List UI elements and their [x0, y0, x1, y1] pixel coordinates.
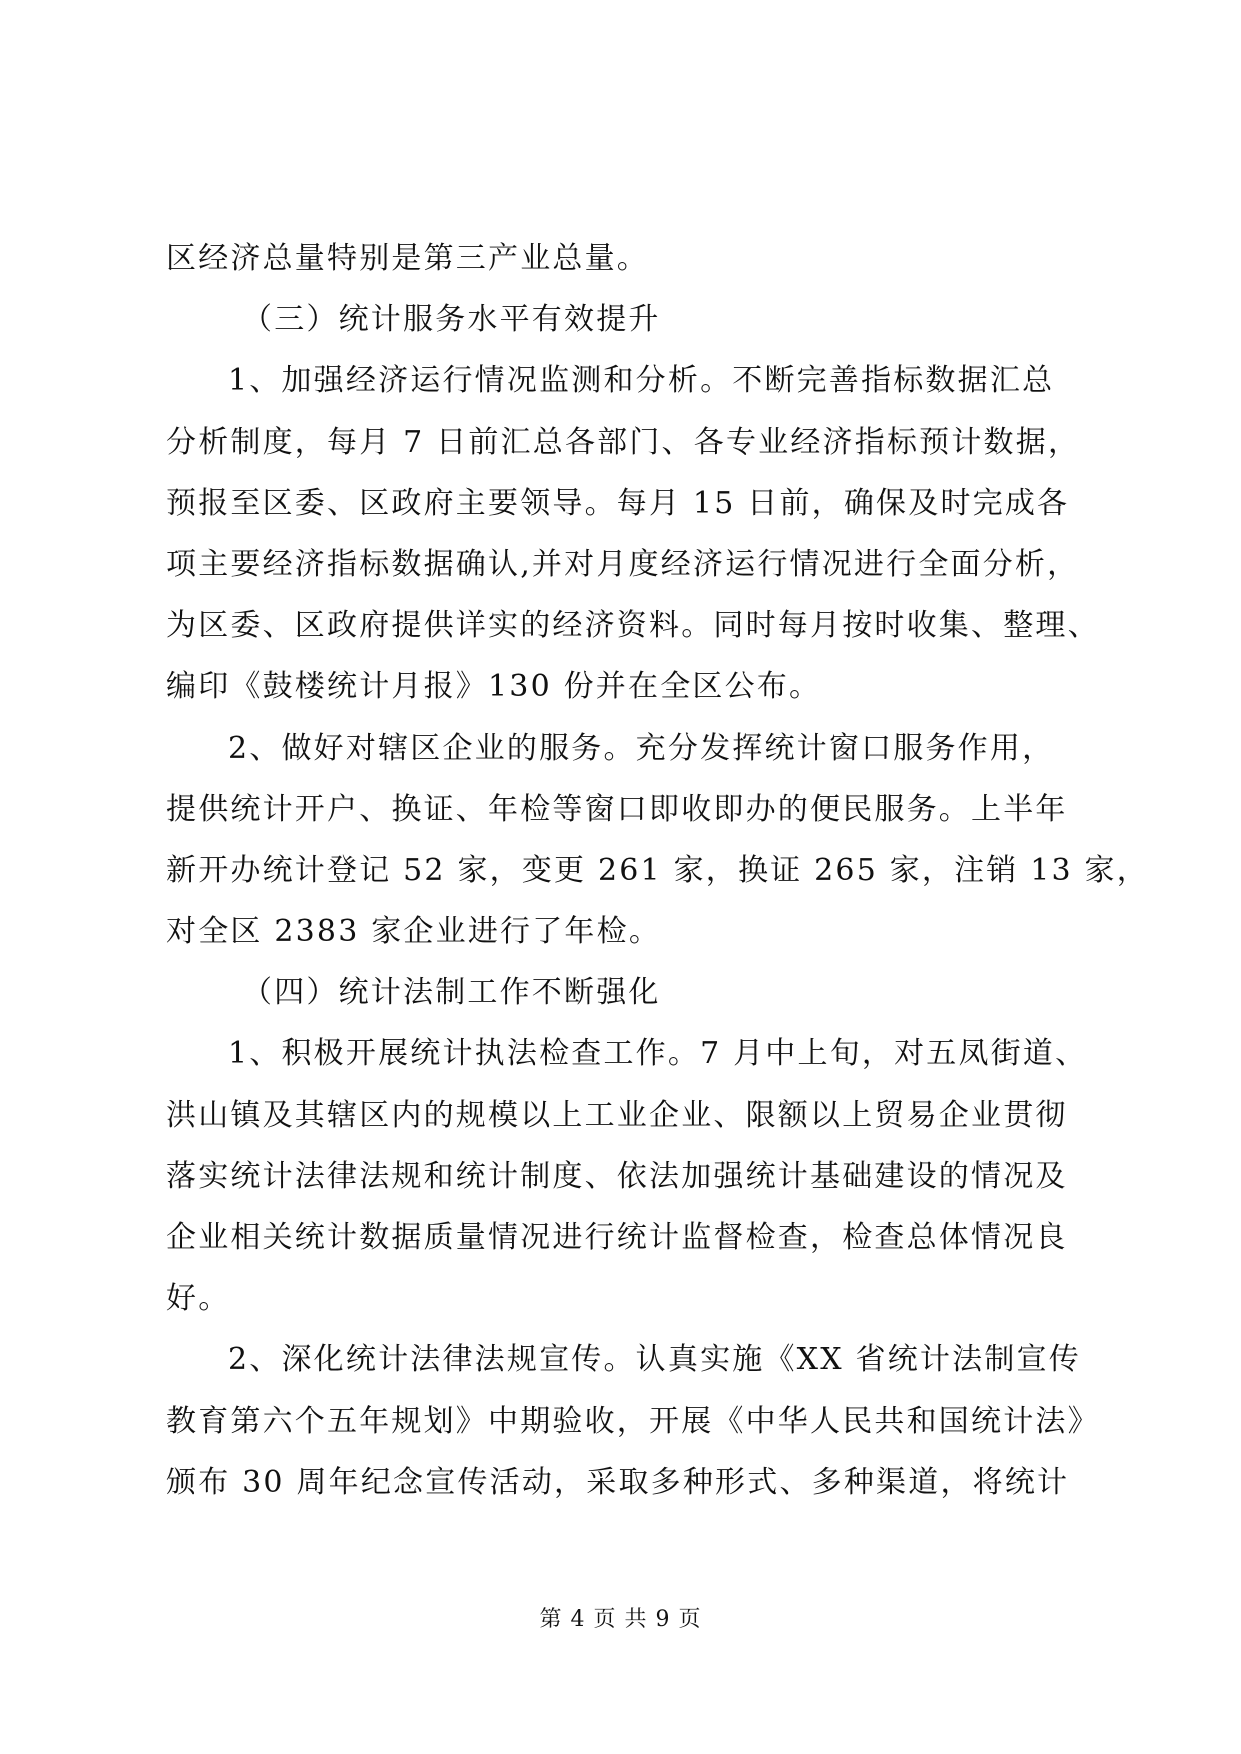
document-body — [166, 228, 1149, 1513]
text-line: 1、加强经济运行情况监测和分析。不断完善指标数据汇总 — [228, 363, 1055, 399]
text-line: 洪山镇及其辖区内的规模以上工业企业、限额以上贸易企业贯彻 — [166, 1097, 1068, 1133]
text-line: 新开办统计登记 52 家，变更 261 家，换证 265 家，注销 13 家， — [166, 852, 1149, 888]
text-line: 项主要经济指标数据确认,并对月度经济运行情况进行全面分析， — [166, 546, 1080, 582]
text-line: 区经济总量特别是第三产业总量。 — [166, 241, 649, 276]
text-line: 1、积极开展统计执法检查工作。7 月中上旬，对五凤街道、 — [228, 1036, 1088, 1072]
page-footer: 第 4 页 共 9 页 — [539, 1607, 702, 1632]
text-line: 预报至区委、区政府主要领导。每月 15 日前，确保及时完成各 — [166, 485, 1070, 521]
text-line: 对全区 2383 家企业进行了年检。 — [166, 914, 662, 950]
text-line: 2、深化统计法律法规宣传。认真实施《XX 省统计法制宣传 — [228, 1342, 1081, 1378]
text-line: 2、做好对辖区企业的服务。充分发挥统计窗口服务作用， — [228, 730, 1055, 766]
text-line: 颁布 30 周年纪念宣传活动，采取多种形式、多种渠道，将统计 — [166, 1464, 1070, 1500]
section-heading: （三）统计服务水平有效提升 — [242, 302, 661, 338]
text-line: 分析制度，每月 7 日前汇总各部门、各专业经济指标预计数据， — [166, 424, 1081, 460]
section-heading: （四）统计法制工作不断强化 — [242, 975, 661, 1011]
text-line: 为区委、区政府提供详实的经济资料。同时每月按时收集、整理、 — [166, 608, 1100, 644]
text-line: 企业相关统计数据质量情况进行统计监督检查，检查总体情况良 — [166, 1220, 1068, 1255]
text-line: 教育第六个五年规划》中期验收，开展《中华人民共和国统计法》 — [166, 1403, 1100, 1439]
text-line: 好。 — [166, 1281, 231, 1317]
text-line: 落实统计法律法规和统计制度、依法加强统计基础建设的情况及 — [166, 1158, 1068, 1194]
text-line: 编印《鼓楼统计月报》130 份并在全区公布。 — [166, 669, 822, 705]
text-line: 提供统计开户、换证、年检等窗口即收即办的便民服务。上半年 — [166, 791, 1068, 827]
